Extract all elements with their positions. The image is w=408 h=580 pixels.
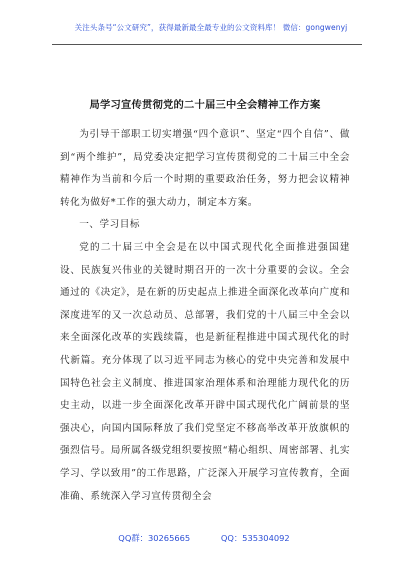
- header-divider: [52, 44, 362, 45]
- intro-paragraph: 为引导干部职工切实增强“四个意识”、坚定“四个自信”、做到“两个维护”，局党委决定把学习宣传贯彻党的二十届三中全会精神作为当前和今后一个时期的重要政治任务，努力把会议精神转化为做好*工作的强大动力，制定本方案。: [60, 129, 350, 208]
- header-banner: 关注头条号“公文研究”，获得最新最全最专业的公文资料库！ 微信：gongwenyj: [74, 23, 348, 32]
- section-paragraph-goals: 党的二十届三中全会是在以中国式现代化全面推进强国建设、民族复兴伟业的关键时期召开的一次十分重要的会议。全会通过的《决定》，是在新的历史起点上推进全面深化改革向广度和深度进军的又一次总动员、总部署，我们党的十八届三中全会以来全面深化改革的实践续篇，也是新征程推进中国式现代化的时代新篇。充分体现了以习近平同志为核心的党中央完善和发展中国特色社会主义制度、推进国家治理体系和治理能力现代化的历史主动，以进一步全面深化改革开辟中国式现代化广阔前景的坚强决心，向国内国际释放了我们党坚定不移高举改革开放旗帜的强烈信号。局所属各级党组织要按照“精心组织、周密部署、扎实学习、学以致用”的工作思路，广泛深入开展学习宣传教育，全面准确、系统深入学习宣传贯彻全会: [60, 241, 350, 502]
- footer-qq-group: QQ群：30265665: [118, 533, 191, 543]
- document-title: 局学习宣传贯彻党的二十届三中全会精神工作方案: [89, 99, 321, 111]
- footer-qq: QQ：535304092: [220, 533, 290, 543]
- footer-contact: [0, 532, 408, 544]
- document-body: [60, 124, 350, 508]
- section-heading-goals: 一、学习目标: [79, 219, 141, 231]
